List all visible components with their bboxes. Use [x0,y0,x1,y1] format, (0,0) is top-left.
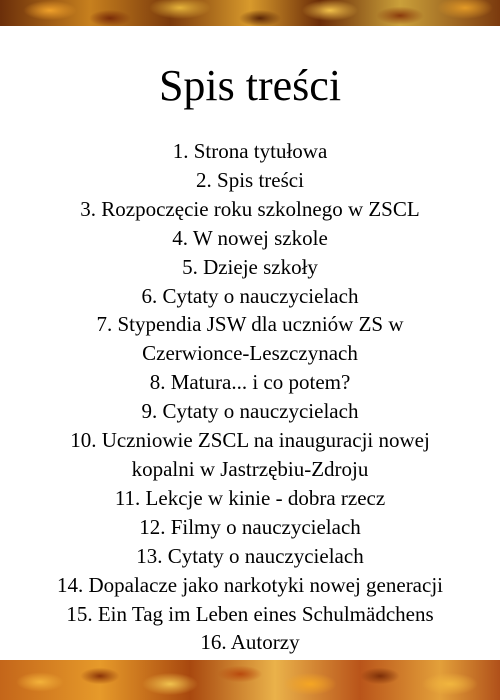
toc-item-15-line-1: 15. Ein Tag im Leben eines Schulmädchens [66,601,434,626]
toc-item-4-line-1: 4. W nowej szkole [172,225,328,250]
toc-item-14 [0,571,500,600]
toc-item-14-line-1: 14. Dopalacze jako narkotyki nowej generacji [56,572,443,597]
toc-item-9 [0,397,500,426]
toc-item-6-line-1: 6. Cytaty o nauczycielach [141,283,359,308]
autumn-leaves-top-band [0,0,500,26]
toc-item-8 [0,368,500,397]
toc-item-6 [0,282,500,311]
toc-item-10-line-2: kopalni w Jastrzębiu-Zdroju [131,456,369,481]
toc-item-16-line-1: 16. Autorzy [200,630,300,655]
toc-item-8-line-1: 8. Matura... i co potem? [149,370,351,395]
toc-item-12-line-1: 12. Filmy o nauczycielach [139,514,361,539]
toc-item-10 [0,426,500,484]
toc-item-7-line-2: Czerwionce-Leszczynach [142,341,358,366]
toc-item-7-line-1: 7. Stypendia JSW dla uczniów ZS w [96,312,404,337]
page-title: Spis treści [158,61,342,110]
toc-item-5-line-1: 5. Dzieje szkoły [182,254,318,279]
toc-item-7 [0,310,500,368]
toc-item-1 [0,137,500,166]
toc-item-5 [0,253,500,282]
toc-item-1-line-1: 1. Strona tytułowa [172,139,328,163]
toc-item-11-line-1: 11. Lekcje w kinie - dobra rzecz [114,485,386,510]
toc-item-2 [0,166,500,195]
toc-item-10-line-1: 10. Uczniowie ZSCL na inauguracji nowej [70,428,430,453]
table-of-contents [0,137,500,657]
toc-item-4 [0,224,500,253]
toc-item-15 [0,600,500,629]
toc-item-12 [0,513,500,542]
toc-item-16 [0,628,500,657]
toc-item-11 [0,484,500,513]
toc-item-9-line-1: 9. Cytaty o nauczycielach [141,399,359,424]
toc-item-13-line-1: 13. Cytaty o nauczycielach [136,543,364,568]
toc-item-3 [0,195,500,224]
toc-item-13 [0,542,500,571]
autumn-leaves-bottom-band [0,660,500,700]
toc-item-2-line-1: 2. Spis treści [196,167,304,192]
toc-item-3-line-1: 3. Rozpoczęcie roku szkolnego w ZSCL [80,196,420,221]
